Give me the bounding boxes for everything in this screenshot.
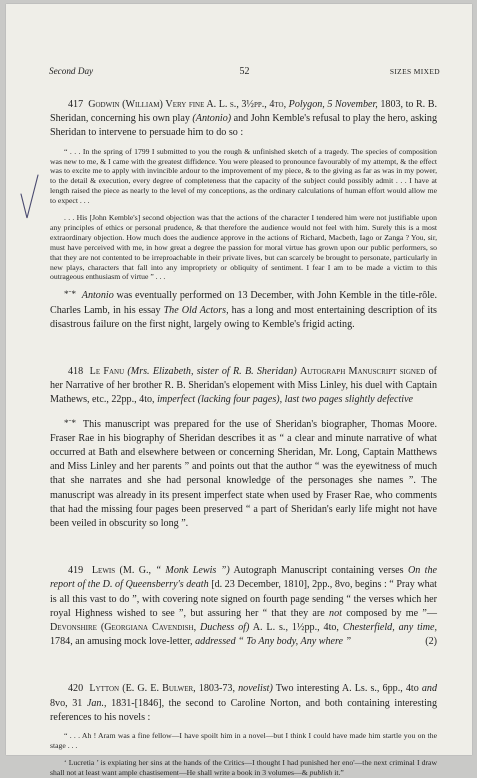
lot-420-description <box>50 682 437 725</box>
lot-number: 417 <box>68 99 84 110</box>
header-section: SIZES MIXED <box>389 67 440 76</box>
lot-418-description <box>50 365 437 408</box>
lot-author: Godwin (William) <box>88 99 163 110</box>
lot-author-description: novelist) <box>238 683 273 695</box>
lot-text: 1784, an amusing mock love-letter, <box>50 636 193 648</box>
page-header <box>49 66 440 80</box>
lot-date: [d. 23 December, 1810], <box>211 579 310 591</box>
lot-second-author: Devonshire (Georgiana Cavendish, <box>50 622 197 634</box>
lot-text: and John Kemble's refusal to play the hero, asking Sheridan to intervene to persuade him to do so : <box>50 113 438 139</box>
lot-number: 418 <box>68 366 84 377</box>
lot-author-nickname: “ Monk Lewis ”) <box>155 565 230 577</box>
lot-417-quote-1: “ . . . In the spring of 1799 I submitted to you the rough & unfinished sketch of a tragedy. The species of composition was new to me, & I came with the greatest diffidence. You were pleased to pronounce favourably of my attempt, & the effect was to excite me to apply with invincible ardour to the improvement of my piece, & to the giving as far as was in my power, to the detail & execution, every degree of completeness that the capacity of the subject could possibly admit . . . I have at length raised the piece as nearly to the level of my conceptions, as the ordinary calculations of human effort would allow me to expect . . . <box>50 146 437 206</box>
quote-emphasis: publish <box>309 767 333 777</box>
lot-text: Two interesting A. Ls. s., 6pp., 4to <box>275 683 419 695</box>
lot-text: 1831-[1846], the second to Caroline Norton, and both containing interesting references to his novels : <box>50 697 438 723</box>
catalogue-page <box>6 4 472 777</box>
lot-author-description: sister of R. B. Sheridan) <box>196 366 297 377</box>
lot-emphasis: not <box>329 607 342 619</box>
lot-author: Lytton (E. G. E. Bulwer, <box>89 683 196 695</box>
lot-number: 419 <box>68 565 84 577</box>
lot-text: A. L. s., 1½pp., 4to, <box>252 622 339 634</box>
note-text: has a long and most entertaining description of its disastrous failure on the first night, largely owing to Kemble's frigid acting. <box>50 304 437 330</box>
lot-author-dates: 1803-73, <box>198 683 235 695</box>
lot-address: addressed “ To Any body, Any where ” <box>195 636 352 648</box>
header-day: Second Day <box>49 66 94 76</box>
lot-text: Autograph Manuscript containing verses <box>233 565 404 577</box>
note-text: This manuscript was prepared for the use of Sheridan's biographer, Thomas Moore. Fraser Rae in his biography of Sheridan describes it as “ a clear and minute narrative of what occurred at Bath and elsewhere between or concerning Sheridan, Mr. Long, Captain Matthews and Miss Linley and her parents ” and points out that the author “ was the eyewitness of much that she narrates and she had personal knowledge of the personages she names ”. The manuscript was already in its present imperfect state when used by Fraser Rae, who comments that had the missing four pages been preserved “ a part of Sheridan's early life might not have been veiled in obscurity so long ”. <box>50 418 437 530</box>
note-essay-title: The Old Actors, <box>163 304 229 316</box>
lot-place-date: Polygon, 5 November, <box>288 99 378 110</box>
pencil-tick-mark <box>19 172 41 222</box>
quote-text: it.” <box>334 767 344 777</box>
lot-author-name: (Mrs. Elizabeth, <box>127 366 194 377</box>
note-marker: *¨* <box>64 289 76 300</box>
lot-number: 420 <box>68 683 84 695</box>
lot-title: On the report of the D. of Queensberry's death <box>50 565 437 591</box>
lot-419-description <box>50 564 437 649</box>
page-number: 52 <box>239 66 250 77</box>
lot-condition: imperfect (lacking four pages), last two pages slightly defective <box>157 394 414 406</box>
lot-month: Jan., <box>86 697 107 709</box>
lot-second-author-title: Duchess of) <box>200 622 250 634</box>
lot-417-description <box>50 98 437 141</box>
lot-format: Autograph Manuscript signed <box>299 366 426 377</box>
lot-format: Very fine A. L. s., 3½pp., 4to, <box>165 99 287 110</box>
lot-text: 1803, to R. B. Sheridan, concerning his own play <box>50 99 437 125</box>
lot-item-count: (2) <box>425 636 437 648</box>
note-play-title: Antonio <box>81 290 114 302</box>
lot-text: of her Narrative of her brother R. B. Sheridan's elopement with Miss Linley, his duel with Captain Mathews, etc., 22pp., 4to, <box>50 366 437 406</box>
lot-420-quote-1: “ . . . Ah ! Aram was a fine fellow—I have spoilt him in a novel—but I think I could have made him startle you on the stage . . . <box>50 731 437 750</box>
lot-420-quote-2 <box>50 758 437 778</box>
lot-text: 8vo, 31 <box>50 697 83 709</box>
lot-418-note <box>50 416 437 532</box>
lot-play-title: (Antonio) <box>192 113 232 125</box>
lot-author: Le Fanu <box>89 366 125 377</box>
lot-text: and <box>421 683 437 695</box>
quote-text: ‘ Lucretia ’ is expiating her sins at the hands of the Critics—I thought I had punished her eno'—the next criminal I draw shall not at least want ample chastisement—He shall write a book in 3 volumes—& <box>50 757 437 777</box>
lot-place-date: Chesterfield, any time, <box>342 622 438 634</box>
lot-author: Lewis (M. G., <box>91 565 152 577</box>
lot-text: 2pp., 8vo, begins : “ Pray what is all this vast to do ”, with covering note signed on fourth page sending “ the verses which her royal Highness wished to see ”, but assuring her “ that they are <box>50 579 437 619</box>
lot-417-quote-2: . . . His [John Kemble's] second objection was that the actions of the character I tendered him were not justifiable upon any principles of ethics or personal prudence, & that therefore the audience would not feel with him. Surely this is a most extraordinary objection. How much does the audience approve in the actions of Richard, Macbeth, Iago or Zanga ? You, sir, must have perceived with me, in how great a degree the passion for moral virtue has grown upon our public performers, so that they are not contented to be irreproachable in their private lives, but can scarcely be brought to personate, particularly in new plays, characters that fall into any impropriety or obliquity of sentiment. I fear I am to be made a victim to this outrageous enthusiasm of virtue ” . . . <box>50 213 437 282</box>
lot-417-note <box>50 287 437 332</box>
page-content <box>50 98 437 778</box>
lot-text: composed by me ”— <box>346 607 437 619</box>
note-marker: *¨* <box>64 417 76 428</box>
note-text: was eventually performed on 13 December, with John Kemble in the title-rôle. Charles Lamb, in his essay <box>50 290 437 316</box>
